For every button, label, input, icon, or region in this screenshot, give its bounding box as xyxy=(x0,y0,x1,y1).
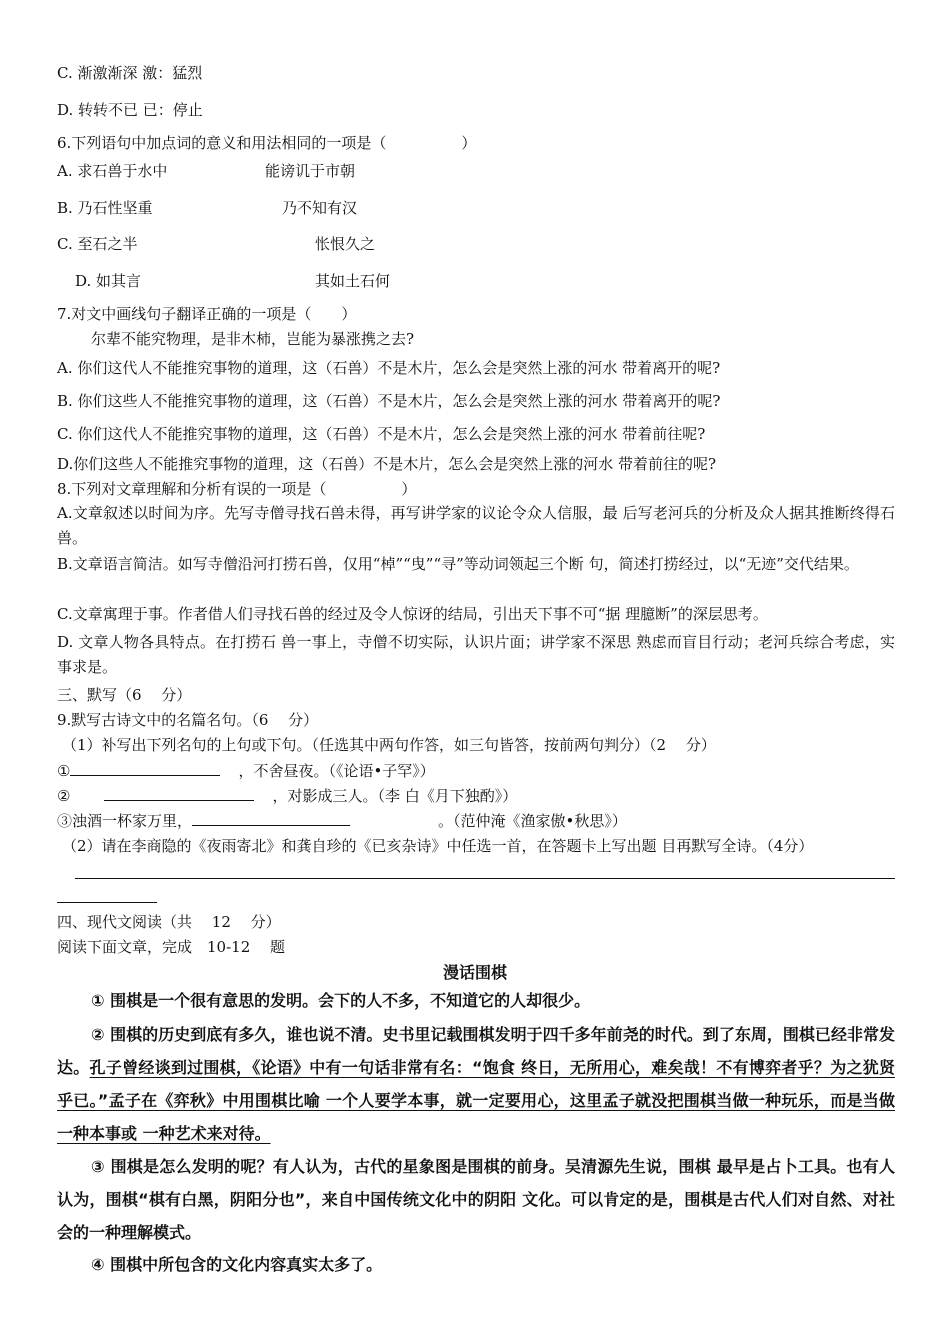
q8-option-d: D. 文章人物各具特点。在打捞石 兽一事上，寺僧不切实际，认识片面；讲学家不深思 熟虑而盲目行动；老河兵综合考虑，实事求是。 xyxy=(57,633,895,676)
q9-blank-2[interactable] xyxy=(104,786,254,801)
q9-part1-instruction: （1）补写出下列名句的上句或下句。（任选其中两句作答，如三句皆答，按前两句判分）（2 分） xyxy=(62,736,716,754)
section-3-heading: 三、默写（6 分） xyxy=(57,686,192,704)
q7-option-a: A. 你们这代人不能推究事物的道理，这（石兽）不是木片，怎么会是突然上涨的河水 带着离开的呢? xyxy=(57,359,721,377)
q6-option-d-right: 其如土石何 xyxy=(315,272,391,290)
q9-line-2-prefix: ② xyxy=(57,787,71,805)
q8-option-a: A.文章叙述以时间为序。先写寺僧寻找石兽未得，再写讲学家的议论令众人信服，最 后写老河兵的分析及众人据其推断终得石兽。 xyxy=(57,504,895,547)
q9-blank-1[interactable] xyxy=(70,761,220,776)
q5-option-d: D. 转转不已 已：停止 xyxy=(57,101,203,119)
q8-option-b: B.文章语言简洁。如写寺僧沿河打捞石兽，仅用“棹”“曳”“寻”等动词领起三个断 句，简述打捞经过，以“无迹”交代结果。 xyxy=(57,555,859,573)
q9-line-1 xyxy=(57,761,435,781)
q9-part2-instruction: （2）请在李商隐的《夜雨寄北》和龚自珍的《已亥杂诗》中任选一首，在答题卡上写出题 目再默写全诗。（4分） xyxy=(62,837,814,855)
article-paragraph-2 xyxy=(57,1018,895,1150)
article-paragraph-1: ① 围棋是一个很有意思的发明。会下的人不多，不知道它的人却很少。 xyxy=(91,991,591,1010)
q9-line-3-prefix: ③浊酒一杯家万里， xyxy=(57,812,193,830)
q7-option-d: D.你们这些人不能推究事物的道理，这（石兽）不是木片，怎么会是突然上涨的河水 带着前往的呢? xyxy=(57,455,717,473)
answer-line-short[interactable] xyxy=(57,902,157,903)
q6-option-d-left: D. 如其言 xyxy=(75,272,142,290)
q9-line-1-prefix: ① xyxy=(57,762,71,780)
article-paragraph-3: ③ 围棋是怎么发明的呢？有人认为，古代的星象图是围棋的前身。吴清源先生说，围棋 最早是占卜工具。也有人认为，围棋“棋有白黑，阴阳分也”，来自中国传统文化中的阴阳 文化。可以肯定的是，围棋是古代人们对自然、对社会的一种理解模式。 xyxy=(57,1157,895,1242)
article-paragraph-2-underlined: 孔子曾经谈到过围棋，《论语》中有一句话非常有名：“饱食 终日，无所用心，难矣哉！不有博弈者乎？为之犹贤乎已。”孟子在《弈秋》中用围棋比喻 一个人要学本事，就一定要用心，这里孟子就没把围棋当做一种玩乐，而是当做一种本事或 一种艺术来对待。 xyxy=(57,1058,895,1143)
q6-option-a-right: 能谤讥于市朝 xyxy=(265,162,356,180)
q6-option-c-right: 怅恨久之 xyxy=(315,235,376,253)
q9-line-1-suffix: ，不舍昼夜。（《论语•子罕》） xyxy=(238,762,435,780)
q9-line-3 xyxy=(57,811,627,831)
article-paragraph-4: ④ 围棋中所包含的文化内容真实太多了。 xyxy=(91,1255,383,1274)
q6-option-c-left: C. 至石之半 xyxy=(57,235,138,253)
q8-option-c: C.文章寓理于事。作者借人们寻找石兽的经过及令人惊讶的结局，引出天下事不可“据 理臆断”的深层思考。 xyxy=(57,605,768,623)
section-4-instruction: 阅读下面文章，完成 10-12 题 xyxy=(57,938,286,956)
q6-option-a-left: A. 求石兽于水中 xyxy=(57,162,168,180)
q5-option-c: C. 渐激渐深 激：猛烈 xyxy=(57,64,203,82)
article-paragraph-2-plain: ② 围棋的历史到底有多久，谁也说不清。史书里记载围棋发明于四千多年前尧的时代。到了东周，围棋已经非常发达。 xyxy=(57,1025,895,1077)
section-4-heading: 四、现代文阅读（共 12 分） xyxy=(57,913,281,931)
q9-line-2 xyxy=(57,786,517,806)
q7-option-c: C. 你们这代人不能推究事物的道理，这（石兽）不是木片，怎么会是突然上涨的河水 带着前往呢? xyxy=(57,425,706,443)
article-title: 漫话围棋 xyxy=(442,963,507,982)
q6-stem: 6.下列语句中加点词的意义和用法相同的一项是（ ） xyxy=(57,134,477,152)
q7-quote: 尔辈不能究物理，是非木柿，岂能为暴涨携之去? xyxy=(91,330,415,348)
q9-line-2-suffix: ，对影成三人。（李 白《月下独酌》） xyxy=(272,787,518,805)
q7-option-b: B. 你们这些人不能推究事物的道理，这（石兽）不是木片，怎么会是突然上涨的河水 带着离开的呢? xyxy=(57,392,721,410)
q6-option-b-left: B. 乃石性坚重 xyxy=(57,199,153,217)
q6-option-b-right: 乃不知有汉 xyxy=(282,199,358,217)
q9-blank-3[interactable] xyxy=(192,811,350,826)
q7-stem: 7.对文中画线句子翻译正确的一项是（ ） xyxy=(57,305,357,323)
q8-stem: 8.下列对文章理解和分析有误的一项是（ ） xyxy=(57,480,417,498)
answer-line-long[interactable] xyxy=(75,878,895,879)
q9-line-3-suffix: 。（范仲淹《渔家傲•秋思》） xyxy=(438,812,627,830)
q9-stem: 9.默写古诗文中的名篇名句。（6 分） xyxy=(57,711,319,729)
